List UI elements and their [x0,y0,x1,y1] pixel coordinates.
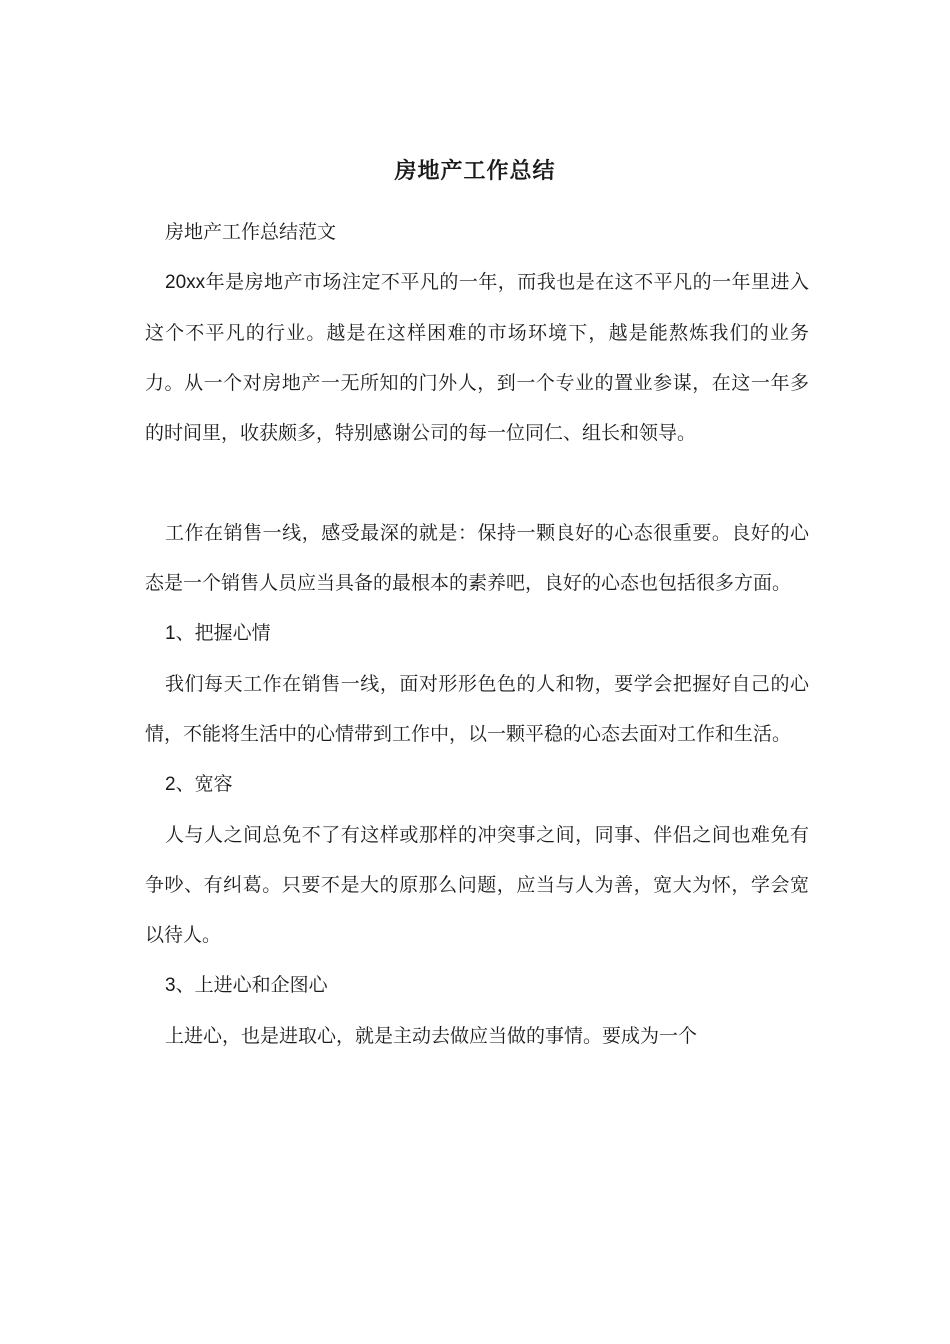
intro-year: 20xx [165,272,206,293]
heading-grasp-mood [145,608,809,659]
document-title: 房地产工作总结 [394,158,556,184]
mindset-paragraph: 工作在销售一线，感受最深的就是：保持一颗良好的心态很重要。良好的心态是一个销售人员应当具备的最根本的素养吧，良好的心态也包括很多方面。 [145,522,809,594]
document-subtitle: 房地产工作总结范文 [165,221,337,243]
heading-text: 、上进心和企图心 [175,974,328,996]
blank-line [145,458,809,508]
tolerance-paragraph: 人与人之间总免不了有这样或那样的冲突事之间，同事、伴侣之间也难免有争吵、有纠葛。只要不是大的原那么问题，应当与人为善，宽大为怀，学会宽以待人。 [145,824,809,946]
heading-text: 、宽容 [175,773,233,795]
heading-number: 1 [165,623,176,644]
heading-number: 3 [165,975,176,996]
heading-text: 、把握心情 [175,622,271,644]
heading-tolerance [145,759,809,810]
intro-text: 年是房地产市场注定不平凡的一年，而我也是在这不平凡的一年里进入这个不平凡的行业。越是在这样困难的市场环境下，越是能熬炼我们的业务力。从一个对房地产一无所知的门外人，到一个专业的置业参谋，在这一年多的时间里，收获颇多，特别感谢公司的每一位同仁、组长和领导。 [145,271,809,444]
ambition-paragraph: 上进心，也是进取心，就是主动去做应当做的事情。要成为一个 [165,1025,698,1047]
grasp-mood-paragraph: 我们每天工作在销售一线，面对形形色色的人和物，要学会把握好自己的心情，不能将生活中的心情带到工作中，以一颗平稳的心态去面对工作和生活。 [145,673,809,745]
intro-paragraph [145,257,809,458]
document-body [145,207,809,1061]
heading-ambition [145,960,809,1011]
heading-number: 2 [165,774,176,795]
